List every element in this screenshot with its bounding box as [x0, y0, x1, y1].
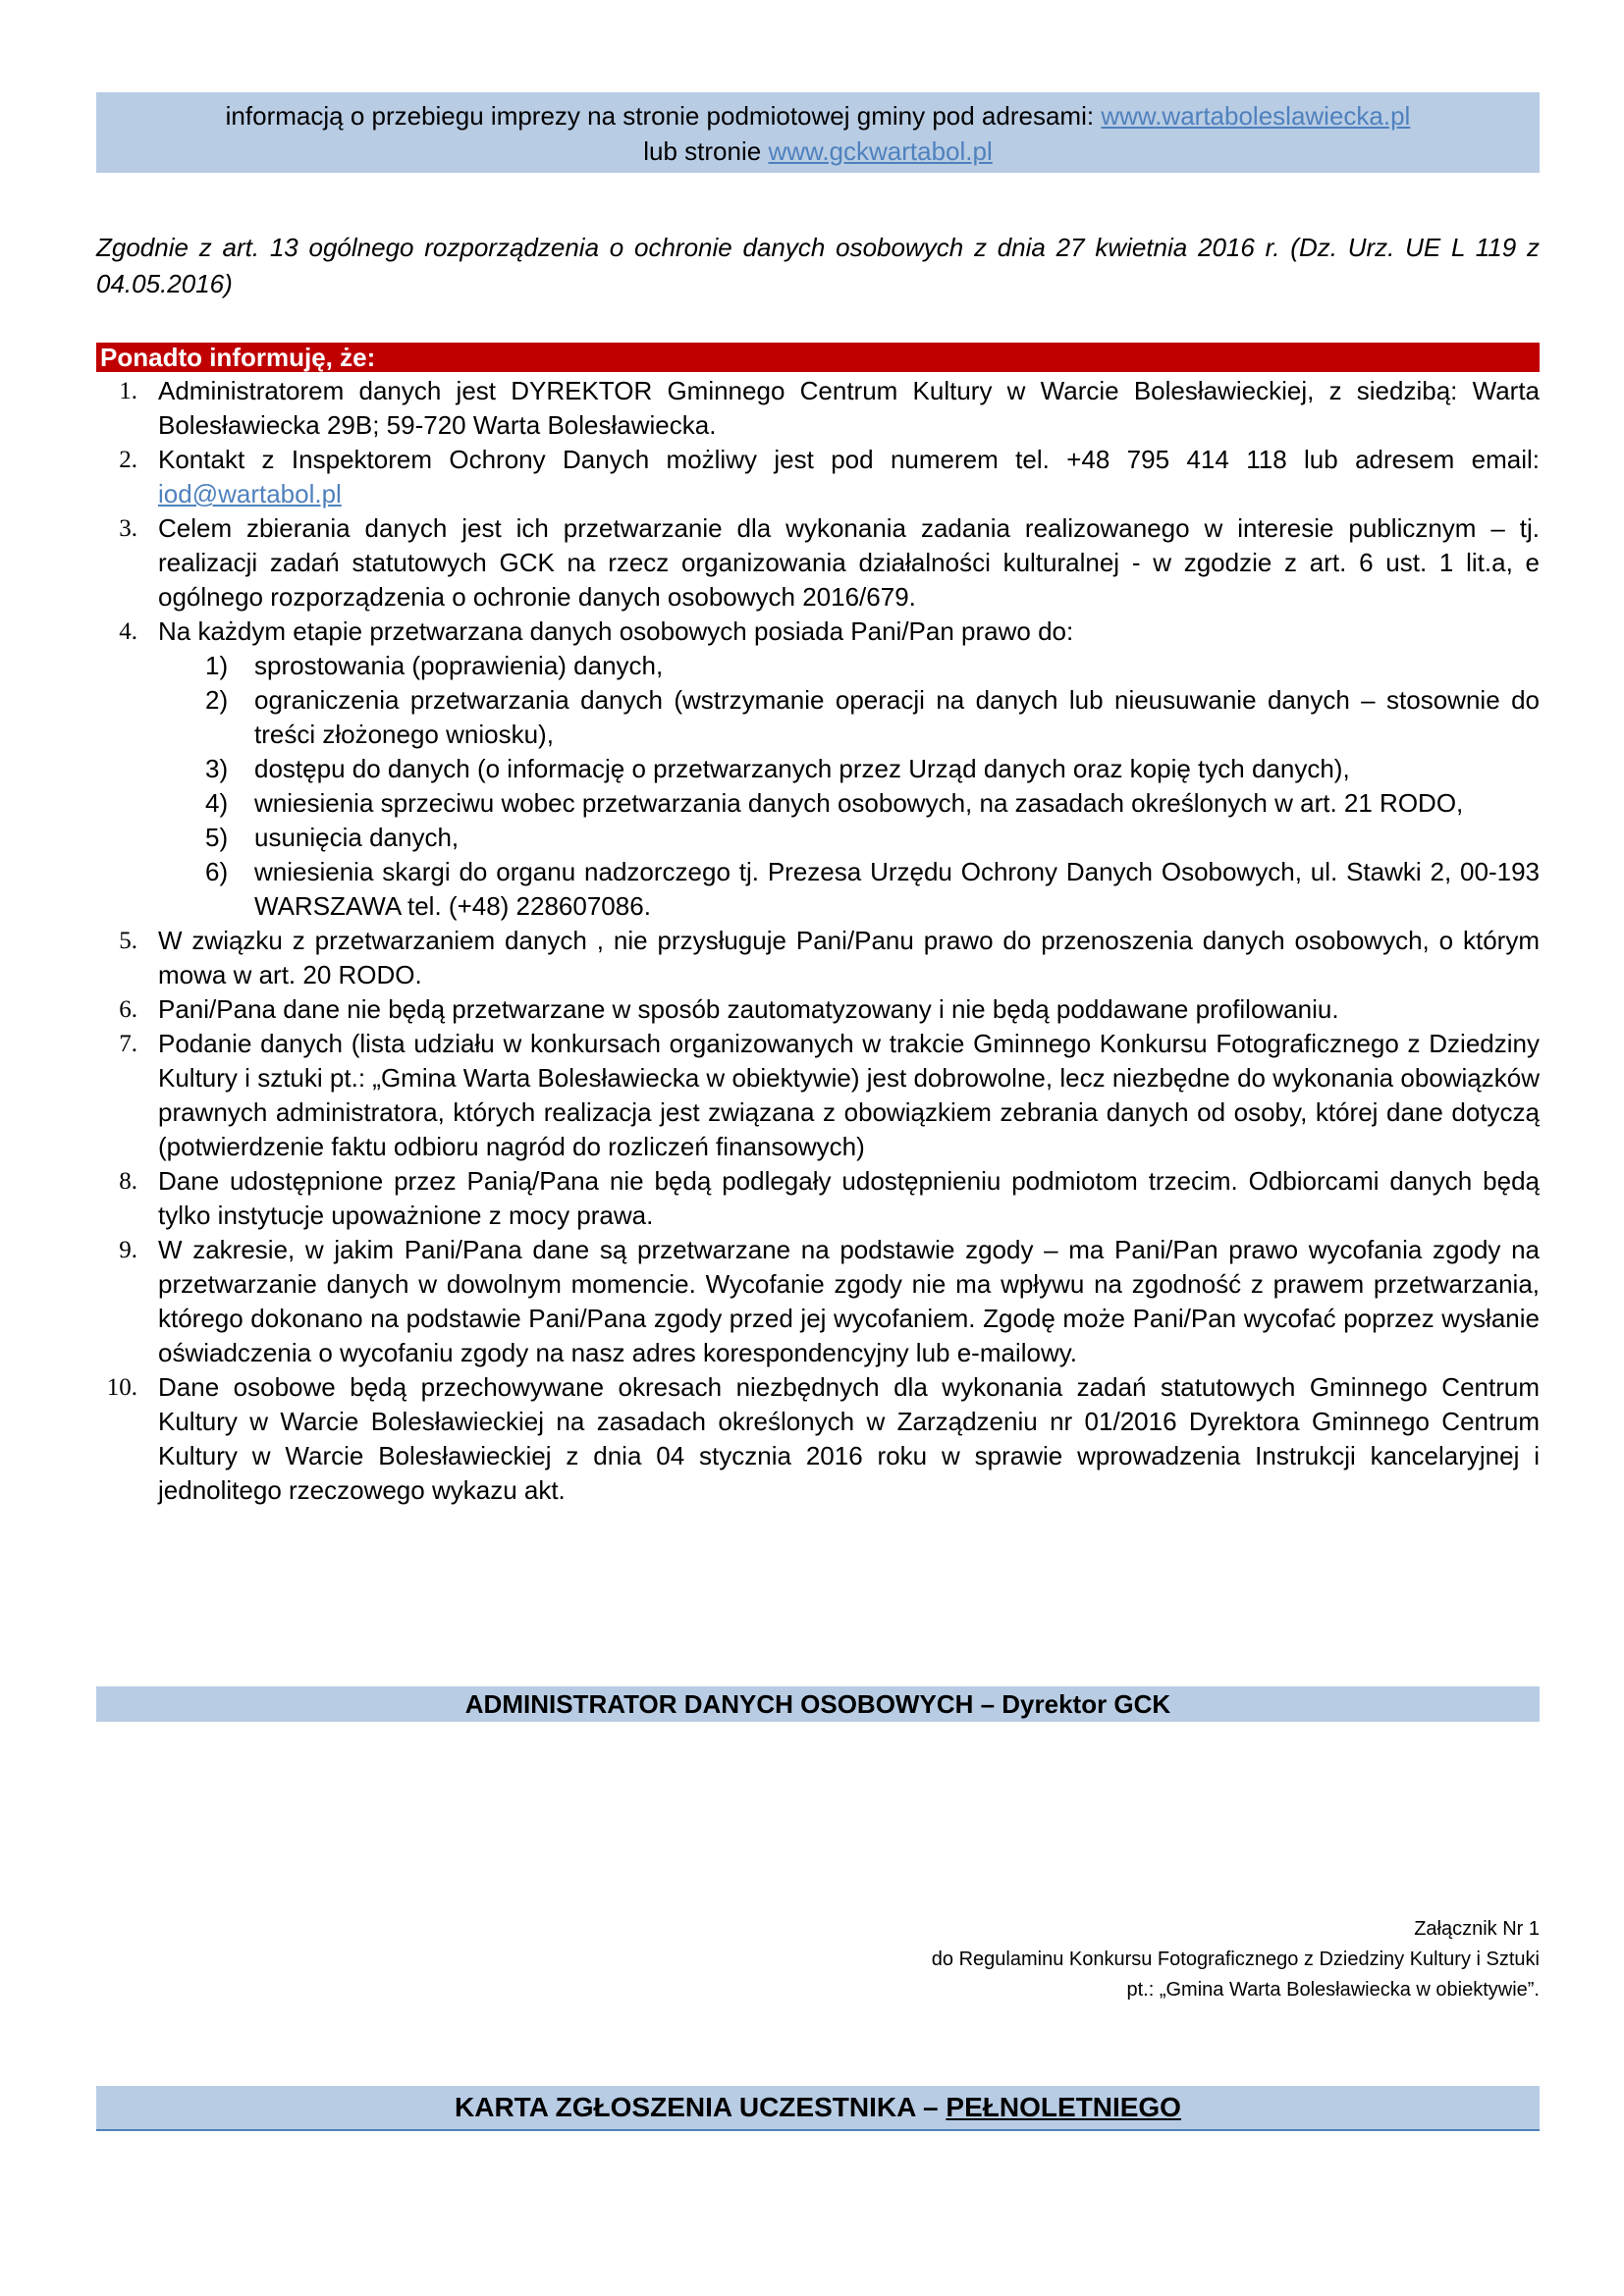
sublist-item-text: ograniczenia przetwarzania danych (wstrzymanie operacji na danych lub nieusuwanie danych – stosownie do treści złożonego wniosku), [254, 685, 1540, 749]
event-info-line-1 [96, 98, 1540, 133]
list-item-text: W zakresie, w jakim Pani/Pana dane są przetwarzane na podstawie zgody – ma Pani/Pan prawo wycofania zgody na przetwarzanie danych w dowolnym momencie. Wycofanie zgody nie ma wpływu na zgodność z prawem przetwarzania, którego dokonano na podstawie Pani/Pana zgody przed jej wycofaniem. Zgodę może Pani/Pan wycofać poprzez wysłanie oświadczenia o wycofaniu zgody na nasz adres korespondencyjny lub e-mailowy. [158, 1235, 1540, 1367]
rights-sublist-item [158, 786, 1540, 821]
list-item-text: Podanie danych (lista udziału w konkursach organizowanych w trakcie Gminnego Konkursu Fotograficznego z Dziedziny Kultury i sztuki pt.: „Gmina Warta Bolesławiecka w obiektywie) jest dobrowolne, lecz niezbędne do wykonania obowiązków prawnych administratora, których realizacja jest związana z obowiązkiem zebrania danych od osoby, której dane dotyczą (potwierdzenie faktu odbioru nagród do rozliczeń finansowych) [158, 1029, 1540, 1161]
annex-line-2: do Regulaminu Konkursu Fotograficznego z Dziedziny Kultury i Sztuki [931, 1949, 1540, 1970]
sublist-item-text: wniesienia skargi do organu nadzorczego tj. Prezesa Urzędu Ochrony Danych Osobowych, ul. Stawki 2, 00-193 WARSZAWA tel. (+48) 228607086. [254, 857, 1540, 921]
list-item-text: Dane udostępnione przez Panią/Pana nie będą podlegały udostępnieniu podmiotom trzecim. Odbiorcami danych będą tylko instytucje upoważnione z mocy prawa. [158, 1166, 1540, 1230]
gmina-website-link[interactable]: www.wartaboleslawiecka.pl [1101, 101, 1411, 131]
list-item-text: Pani/Pana dane nie będą przetwarzane w sposób zautomatyzowany i nie będą poddawane profilowaniu. [158, 994, 1339, 1024]
list-item-text: W związku z przetwarzaniem danych , nie przysługuje Pani/Panu prawo do przenoszenia danych osobowych, o którym mowa w art. 20 RODO. [158, 926, 1540, 989]
sublist-item-number: 2) [205, 685, 229, 715]
sublist-item-number: 1) [205, 651, 229, 680]
rights-sublist-item [158, 649, 1540, 683]
sublist-item-number: 3) [205, 754, 229, 783]
list-item-number: 5. [119, 928, 137, 954]
registration-card-header [96, 2086, 1540, 2131]
rights-sublist-item [158, 855, 1540, 924]
list-item-number: 2. [119, 447, 137, 473]
list-item-number: 10. [106, 1374, 137, 1401]
annex-line-3: pt.: „Gmina Warta Bolesławiecka w obiektywie”. [1126, 1979, 1540, 2001]
list-item-text: Na każdym etapie przetwarzana danych osobowych posiada Pani/Pan prawo do: [158, 616, 1074, 646]
list-item [96, 614, 1540, 924]
gck-website-link[interactable]: www.gckwartabol.pl [768, 136, 993, 166]
event-info-text-2: lub stronie [643, 136, 769, 166]
rights-sublist-item [158, 683, 1540, 752]
rights-sublist-item [158, 752, 1540, 786]
rights-sublist-item [158, 821, 1540, 855]
list-item [96, 924, 1540, 992]
list-item-text: Administratorem danych jest DYREKTOR Gminnego Centrum Kultury w Warcie Bolesławieckiej, z siedzibą: Warta Bolesławiecka 29B; 59-720 Warta Bolesławiecka. [158, 376, 1540, 440]
list-item [96, 1027, 1540, 1164]
list-item [96, 443, 1540, 511]
registration-card-adult-label: PEŁNOLETNIEGO [946, 2092, 1181, 2122]
event-info-line-2 [96, 133, 1540, 169]
sublist-item-text: sprostowania (poprawienia) danych, [254, 651, 664, 680]
sublist-item-number: 6) [205, 857, 229, 886]
list-item-number: 9. [119, 1237, 137, 1263]
registration-card-title: KARTA ZGŁOSZENIA UCZESTNIKA – [455, 2092, 947, 2122]
list-item [96, 1164, 1540, 1233]
list-item-number: 3. [119, 515, 137, 542]
list-item [96, 374, 1540, 443]
information-list [96, 374, 1540, 1508]
list-item-number: 6. [119, 996, 137, 1023]
event-info-box [96, 92, 1540, 173]
annex-line-1: Załącznik Nr 1 [1414, 1918, 1540, 1940]
event-info-text: informacją o przebiegu imprezy na stronie podmiotowej gminy pod adresami: [225, 101, 1102, 131]
annex-note [932, 1914, 1540, 2005]
list-item-number: 4. [119, 618, 137, 645]
list-item-number: 8. [119, 1168, 137, 1195]
sublist-item-number: 4) [205, 788, 229, 818]
list-item [96, 1370, 1540, 1508]
section-header-ponadto: Ponadto informuję, że: [96, 343, 1540, 372]
list-item-text: Kontakt z Inspektorem Ochrony Danych możliwy jest pod numerem tel. +48 795 414 118 lub adresem email: [158, 445, 1540, 474]
administrator-box: ADMINISTRATOR DANYCH OSOBOWYCH – Dyrektor GCK [96, 1686, 1540, 1722]
sublist-item-text: usunięcia danych, [254, 823, 460, 852]
list-item-text: Dane osobowe będą przechowywane okresach niezbędnych dla wykonania zadań statutowych Gminnego Centrum Kultury w Warcie Bolesławieckiej na zasadach określonych w Zarządzeniu nr 01/2016 Dyrektora Gminnego Centrum Kultury w Warcie Bolesławieckiej z dnia 04 stycznia 2016 roku w sprawie wprowadzenia Instrukcji kancelaryjnej i jednolitego rzeczowego wykazu akt. [158, 1372, 1540, 1505]
list-item [96, 1233, 1540, 1370]
sublist-item-number: 5) [205, 823, 229, 852]
rights-sublist [158, 649, 1540, 924]
email-link[interactable]: iod@wartabol.pl [158, 479, 342, 508]
legal-basis-paragraph: Zgodnie z art. 13 ogólnego rozporządzenia o ochronie danych osobowych z dnia 27 kwietnia 2016 r. (Dz. Urz. UE L 119 z 04.05.2016) [96, 233, 1540, 298]
list-item [96, 511, 1540, 614]
list-item-number: 7. [119, 1031, 137, 1057]
sublist-item-text: dostępu do danych (o informację o przetwarzanych przez Urząd danych oraz kopię tych danych), [254, 754, 1350, 783]
list-item-text: Celem zbierania danych jest ich przetwarzanie dla wykonania zadania realizowanego w interesie publicznym – tj. realizacji zadań statutowych GCK na rzecz organizowania działalności kulturalnej - w zgodzie z art. 6 ust. 1 lit.a, e ogólnego rozporządzenia o ochronie danych osobowych 2016/679. [158, 513, 1540, 612]
list-item [96, 992, 1540, 1027]
sublist-item-text: wniesienia sprzeciwu wobec przetwarzania danych osobowych, na zasadach określonych w art. 21 RODO, [254, 788, 1464, 818]
list-item-number: 1. [119, 378, 137, 404]
